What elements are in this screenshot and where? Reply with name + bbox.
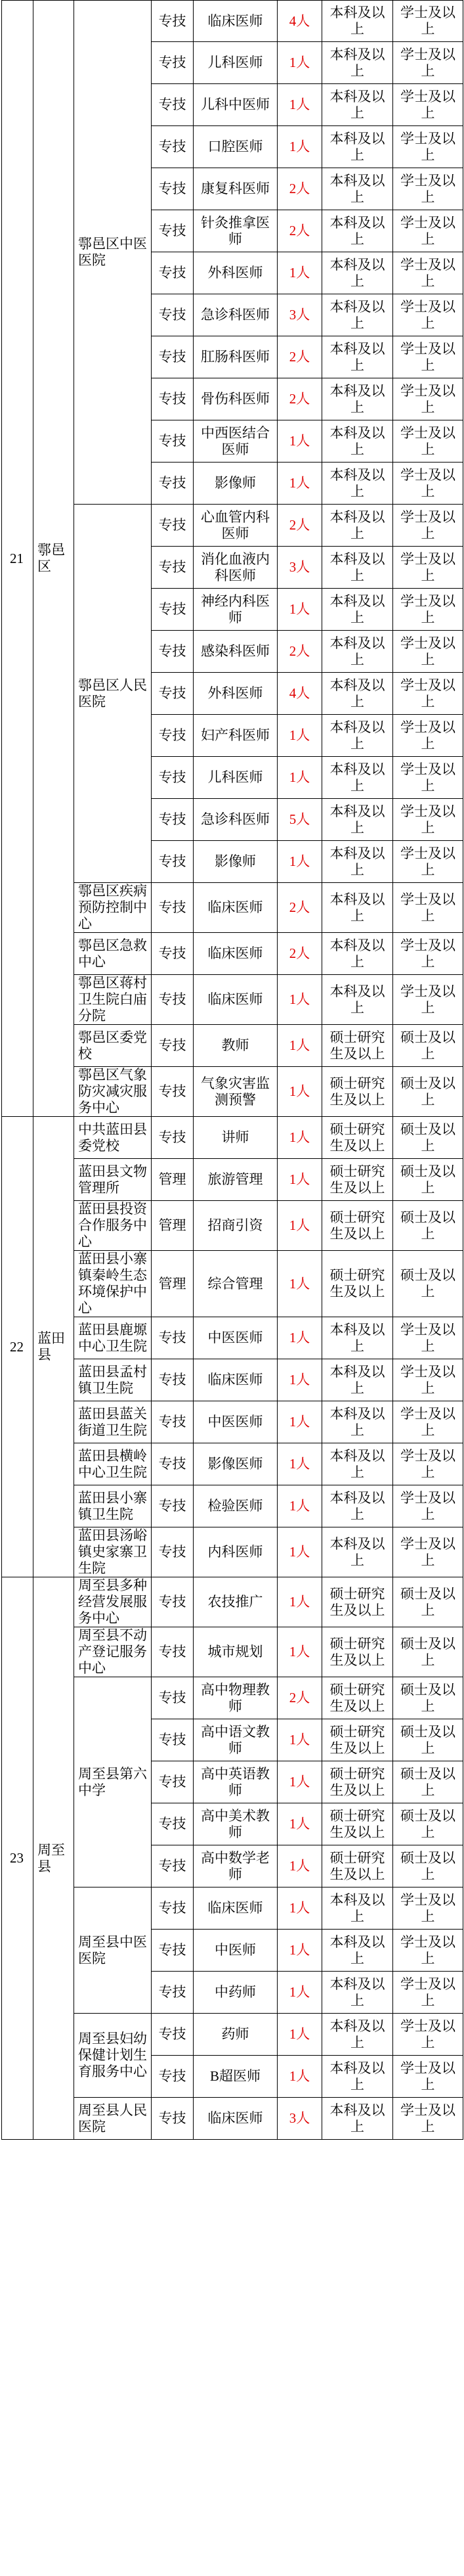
unit-name-cell: 蓝田县文物管理所	[74, 1159, 152, 1201]
post-name-cell: 骨伤科医师	[194, 378, 278, 420]
education-cell: 本科及以上	[322, 1, 393, 42]
unit-name-cell: 鄠邑区中医医院	[74, 1, 152, 505]
count-cell: 2人	[278, 168, 322, 210]
post-name-cell: 心血管内科医师	[194, 505, 278, 547]
education-cell: 本科及以上	[322, 2014, 393, 2056]
count-cell: 1人	[278, 1845, 322, 1887]
post-type-cell: 专技	[152, 589, 194, 631]
post-name-cell: 中医师	[194, 1930, 278, 1972]
education-cell: 本科及以上	[322, 252, 393, 294]
count-cell: 1人	[278, 126, 322, 168]
education-cell: 本科及以上	[322, 673, 393, 715]
count-cell: 5人	[278, 799, 322, 841]
post-name-cell: 儿科医师	[194, 757, 278, 799]
education-cell: 硕士研究生及以上	[322, 1577, 393, 1627]
degree-cell: 学士及以上	[393, 1930, 463, 1972]
education-cell: 本科及以上	[322, 126, 393, 168]
unit-name-cell: 鄠邑区疾病预防控制中心	[74, 883, 152, 933]
education-cell: 本科及以上	[322, 1401, 393, 1443]
education-cell: 硕士研究生及以上	[322, 1677, 393, 1719]
district-cell: 周至县	[33, 1577, 74, 2140]
count-cell: 1人	[278, 757, 322, 799]
degree-cell: 学士及以上	[393, 975, 463, 1025]
post-name-cell: 康复科医师	[194, 168, 278, 210]
post-type-cell: 专技	[152, 1803, 194, 1845]
post-type-cell: 管理	[152, 1159, 194, 1201]
post-name-cell: 急诊科医师	[194, 799, 278, 841]
post-name-cell: 临床医师	[194, 975, 278, 1025]
post-type-cell: 专技	[152, 420, 194, 463]
unit-name-cell: 鄠邑区委党校	[74, 1025, 152, 1067]
post-type-cell: 管理	[152, 1251, 194, 1317]
count-cell: 2人	[278, 505, 322, 547]
degree-cell: 学士及以上	[393, 1485, 463, 1527]
degree-cell: 硕士及以上	[393, 1201, 463, 1251]
count-cell: 2人	[278, 210, 322, 252]
count-cell: 2人	[278, 378, 322, 420]
count-cell: 1人	[278, 1972, 322, 2014]
degree-cell: 学士及以上	[393, 126, 463, 168]
education-cell: 本科及以上	[322, 715, 393, 757]
degree-cell: 学士及以上	[393, 1401, 463, 1443]
education-cell: 本科及以上	[322, 589, 393, 631]
post-name-cell: 中西医结合医师	[194, 420, 278, 463]
post-name-cell: 妇产科医师	[194, 715, 278, 757]
degree-cell: 学士及以上	[393, 715, 463, 757]
degree-cell: 学士及以上	[393, 294, 463, 336]
post-type-cell: 专技	[152, 1443, 194, 1485]
post-type-cell: 专技	[152, 84, 194, 126]
post-name-cell: 外科医师	[194, 252, 278, 294]
unit-name-cell: 周至县第六中学	[74, 1677, 152, 1887]
post-type-cell: 专技	[152, 2056, 194, 2098]
post-type-cell: 专技	[152, 1117, 194, 1159]
count-cell: 1人	[278, 1117, 322, 1159]
degree-cell: 学士及以上	[393, 547, 463, 589]
education-cell: 本科及以上	[322, 1359, 393, 1401]
degree-cell: 硕士及以上	[393, 1067, 463, 1117]
district-cell: 蓝田县	[33, 1117, 74, 1577]
count-cell: 1人	[278, 2014, 322, 2056]
education-cell: 本科及以上	[322, 42, 393, 84]
post-name-cell: 临床医师	[194, 1887, 278, 1930]
district-cell: 鄠邑区	[33, 1, 74, 1117]
count-cell: 1人	[278, 589, 322, 631]
degree-cell: 硕士及以上	[393, 1803, 463, 1845]
post-type-cell: 专技	[152, 463, 194, 505]
post-name-cell: 影像医师	[194, 1443, 278, 1485]
post-type-cell: 专技	[152, 1359, 194, 1401]
post-name-cell: 临床医师	[194, 933, 278, 975]
count-cell: 1人	[278, 1401, 322, 1443]
degree-cell: 学士及以上	[393, 84, 463, 126]
degree-cell: 硕士及以上	[393, 1761, 463, 1803]
education-cell: 本科及以上	[322, 1485, 393, 1527]
degree-cell: 学士及以上	[393, 1972, 463, 2014]
degree-cell: 学士及以上	[393, 420, 463, 463]
post-type-cell: 专技	[152, 757, 194, 799]
post-name-cell: 儿科中医师	[194, 84, 278, 126]
education-cell: 本科及以上	[322, 1317, 393, 1359]
degree-cell: 学士及以上	[393, 1887, 463, 1930]
unit-name-cell: 蓝田县鹿塬中心卫生院	[74, 1317, 152, 1359]
count-cell: 2人	[278, 883, 322, 933]
post-type-cell: 专技	[152, 1401, 194, 1443]
education-cell: 本科及以上	[322, 2098, 393, 2140]
education-cell: 本科及以上	[322, 1527, 393, 1577]
post-type-cell: 专技	[152, 1761, 194, 1803]
count-cell: 1人	[278, 1317, 322, 1359]
post-name-cell: 临床医师	[194, 1, 278, 42]
post-type-cell: 专技	[152, 975, 194, 1025]
education-cell: 本科及以上	[322, 1972, 393, 2014]
education-cell: 硕士研究生及以上	[322, 1117, 393, 1159]
education-cell: 本科及以上	[322, 975, 393, 1025]
count-cell: 1人	[278, 1201, 322, 1251]
unit-name-cell: 蓝田县蓝关街道卫生院	[74, 1401, 152, 1443]
post-type-cell: 专技	[152, 252, 194, 294]
degree-cell: 学士及以上	[393, 673, 463, 715]
unit-name-cell: 蓝田县横岭中心卫生院	[74, 1443, 152, 1485]
degree-cell: 学士及以上	[393, 463, 463, 505]
education-cell: 硕士研究生及以上	[322, 1201, 393, 1251]
post-name-cell: 招商引资	[194, 1201, 278, 1251]
post-name-cell: 高中物理教师	[194, 1677, 278, 1719]
unit-name-cell: 蓝田县孟村镇卫生院	[74, 1359, 152, 1401]
post-type-cell: 专技	[152, 1972, 194, 2014]
education-cell: 硕士研究生及以上	[322, 1067, 393, 1117]
table-row	[2, 1, 463, 42]
post-name-cell: 中医医师	[194, 1401, 278, 1443]
post-name-cell: 外科医师	[194, 673, 278, 715]
post-name-cell: 临床医师	[194, 1359, 278, 1401]
post-type-cell: 专技	[152, 1577, 194, 1627]
count-cell: 1人	[278, 1527, 322, 1577]
post-name-cell: 急诊科医师	[194, 294, 278, 336]
education-cell: 本科及以上	[322, 84, 393, 126]
post-type-cell: 专技	[152, 168, 194, 210]
degree-cell: 硕士及以上	[393, 1719, 463, 1761]
degree-cell: 学士及以上	[393, 168, 463, 210]
count-cell: 2人	[278, 933, 322, 975]
unit-name-cell: 鄠邑区气象防灾减灾服务中心	[74, 1067, 152, 1117]
degree-cell: 学士及以上	[393, 589, 463, 631]
education-cell: 硕士研究生及以上	[322, 1803, 393, 1845]
post-type-cell: 专技	[152, 1887, 194, 1930]
count-cell: 1人	[278, 42, 322, 84]
post-name-cell: 肛肠科医师	[194, 336, 278, 378]
degree-cell: 硕士及以上	[393, 1159, 463, 1201]
education-cell: 硕士研究生及以上	[322, 1025, 393, 1067]
education-cell: 本科及以上	[322, 420, 393, 463]
post-type-cell: 专技	[152, 1, 194, 42]
education-cell: 本科及以上	[322, 505, 393, 547]
post-type-cell: 专技	[152, 1317, 194, 1359]
degree-cell: 硕士及以上	[393, 1251, 463, 1317]
post-name-cell: 口腔医师	[194, 126, 278, 168]
post-name-cell: 中医医师	[194, 1317, 278, 1359]
unit-name-cell: 蓝田县小寨镇卫生院	[74, 1485, 152, 1527]
count-cell: 1人	[278, 1443, 322, 1485]
degree-cell: 学士及以上	[393, 210, 463, 252]
post-name-cell: 药师	[194, 2014, 278, 2056]
post-type-cell: 专技	[152, 883, 194, 933]
table-row	[2, 1577, 463, 1627]
degree-cell: 学士及以上	[393, 1317, 463, 1359]
post-name-cell: 农技推广	[194, 1577, 278, 1627]
education-cell: 本科及以上	[322, 210, 393, 252]
post-name-cell: 临床医师	[194, 883, 278, 933]
degree-cell: 硕士及以上	[393, 1677, 463, 1719]
post-name-cell: 城市规划	[194, 1627, 278, 1677]
count-cell: 1人	[278, 1577, 322, 1627]
post-type-cell: 专技	[152, 336, 194, 378]
post-type-cell: 专技	[152, 1677, 194, 1719]
education-cell: 硕士研究生及以上	[322, 1719, 393, 1761]
count-cell: 1人	[278, 463, 322, 505]
post-type-cell: 专技	[152, 1485, 194, 1527]
post-name-cell: 消化血液内科医师	[194, 547, 278, 589]
degree-cell: 学士及以上	[393, 841, 463, 883]
post-name-cell: 教师	[194, 1025, 278, 1067]
education-cell: 硕士研究生及以上	[322, 1761, 393, 1803]
post-type-cell: 专技	[152, 1930, 194, 1972]
degree-cell: 硕士及以上	[393, 1577, 463, 1627]
post-name-cell: 旅游管理	[194, 1159, 278, 1201]
post-type-cell: 专技	[152, 1067, 194, 1117]
count-cell: 1人	[278, 715, 322, 757]
education-cell: 本科及以上	[322, 841, 393, 883]
post-name-cell: 气象灾害监测预警	[194, 1067, 278, 1117]
degree-cell: 硕士及以上	[393, 1117, 463, 1159]
post-name-cell: 高中英语教师	[194, 1761, 278, 1803]
post-type-cell: 专技	[152, 2014, 194, 2056]
group-number-cell: 22	[2, 1117, 33, 1577]
post-type-cell: 专技	[152, 210, 194, 252]
post-name-cell: 神经内科医师	[194, 589, 278, 631]
education-cell: 本科及以上	[322, 933, 393, 975]
recruitment-table	[1, 0, 463, 2140]
post-name-cell: 临床医师	[194, 2098, 278, 2140]
unit-name-cell: 蓝田县汤峪镇史家寨卫生院	[74, 1527, 152, 1577]
degree-cell: 学士及以上	[393, 1443, 463, 1485]
education-cell: 本科及以上	[322, 1930, 393, 1972]
post-name-cell: B超医师	[194, 2056, 278, 2098]
degree-cell: 学士及以上	[393, 757, 463, 799]
education-cell: 硕士研究生及以上	[322, 1627, 393, 1677]
count-cell: 1人	[278, 1803, 322, 1845]
unit-name-cell: 周至县不动产登记服务中心	[74, 1627, 152, 1677]
education-cell: 硕士研究生及以上	[322, 1251, 393, 1317]
post-type-cell: 专技	[152, 1025, 194, 1067]
degree-cell: 学士及以上	[393, 1359, 463, 1401]
post-type-cell: 专技	[152, 1627, 194, 1677]
group-number-cell: 23	[2, 1577, 33, 2140]
education-cell: 本科及以上	[322, 2056, 393, 2098]
education-cell: 本科及以上	[322, 463, 393, 505]
count-cell: 1人	[278, 84, 322, 126]
count-cell: 2人	[278, 336, 322, 378]
post-type-cell: 管理	[152, 1201, 194, 1251]
count-cell: 1人	[278, 1930, 322, 1972]
post-type-cell: 专技	[152, 715, 194, 757]
post-name-cell: 儿科医师	[194, 42, 278, 84]
degree-cell: 学士及以上	[393, 505, 463, 547]
post-type-cell: 专技	[152, 1719, 194, 1761]
degree-cell: 学士及以上	[393, 2098, 463, 2140]
post-type-cell: 专技	[152, 631, 194, 673]
post-type-cell: 专技	[152, 799, 194, 841]
count-cell: 1人	[278, 1359, 322, 1401]
count-cell: 4人	[278, 673, 322, 715]
unit-name-cell: 鄠邑区人民医院	[74, 505, 152, 883]
degree-cell: 硕士及以上	[393, 1845, 463, 1887]
degree-cell: 学士及以上	[393, 1527, 463, 1577]
education-cell: 本科及以上	[322, 799, 393, 841]
count-cell: 1人	[278, 1887, 322, 1930]
post-type-cell: 专技	[152, 1527, 194, 1577]
degree-cell: 学士及以上	[393, 799, 463, 841]
post-name-cell: 内科医师	[194, 1527, 278, 1577]
post-type-cell: 专技	[152, 933, 194, 975]
degree-cell: 学士及以上	[393, 933, 463, 975]
post-name-cell: 高中美术教师	[194, 1803, 278, 1845]
unit-name-cell: 周至县多种经营发展服务中心	[74, 1577, 152, 1627]
post-name-cell: 高中语文教师	[194, 1719, 278, 1761]
education-cell: 本科及以上	[322, 757, 393, 799]
post-type-cell: 专技	[152, 1845, 194, 1887]
education-cell: 硕士研究生及以上	[322, 1159, 393, 1201]
degree-cell: 学士及以上	[393, 631, 463, 673]
count-cell: 1人	[278, 1251, 322, 1317]
count-cell: 3人	[278, 294, 322, 336]
post-name-cell: 高中数学老师	[194, 1845, 278, 1887]
post-type-cell: 专技	[152, 547, 194, 589]
degree-cell: 学士及以上	[393, 2014, 463, 2056]
post-type-cell: 专技	[152, 841, 194, 883]
education-cell: 本科及以上	[322, 294, 393, 336]
post-name-cell: 检验医师	[194, 1485, 278, 1527]
count-cell: 1人	[278, 1067, 322, 1117]
post-name-cell: 影像师	[194, 841, 278, 883]
post-name-cell: 综合管理	[194, 1251, 278, 1317]
count-cell: 1人	[278, 1719, 322, 1761]
unit-name-cell: 周至县妇幼保健计划生育服务中心	[74, 2014, 152, 2098]
degree-cell: 学士及以上	[393, 378, 463, 420]
degree-cell: 硕士及以上	[393, 1025, 463, 1067]
education-cell: 本科及以上	[322, 631, 393, 673]
post-type-cell: 专技	[152, 126, 194, 168]
count-cell: 1人	[278, 975, 322, 1025]
post-name-cell: 感染科医师	[194, 631, 278, 673]
unit-name-cell: 蓝田县投资合作服务中心	[74, 1201, 152, 1251]
unit-name-cell: 周至县人民医院	[74, 2098, 152, 2140]
education-cell: 本科及以上	[322, 1887, 393, 1930]
group-number-cell: 21	[2, 1, 33, 1117]
count-cell: 1人	[278, 1485, 322, 1527]
count-cell: 1人	[278, 1627, 322, 1677]
education-cell: 本科及以上	[322, 883, 393, 933]
education-cell: 本科及以上	[322, 1443, 393, 1485]
unit-name-cell: 蓝田县小寨镇秦岭生态环境保护中心	[74, 1251, 152, 1317]
unit-name-cell: 周至县中医医院	[74, 1887, 152, 2014]
education-cell: 本科及以上	[322, 336, 393, 378]
unit-name-cell: 中共蓝田县委党校	[74, 1117, 152, 1159]
post-type-cell: 专技	[152, 2098, 194, 2140]
education-cell: 本科及以上	[322, 547, 393, 589]
post-type-cell: 专技	[152, 378, 194, 420]
count-cell: 3人	[278, 2098, 322, 2140]
count-cell: 1人	[278, 841, 322, 883]
degree-cell: 学士及以上	[393, 883, 463, 933]
count-cell: 4人	[278, 1, 322, 42]
table-row	[2, 1117, 463, 1159]
degree-cell: 学士及以上	[393, 336, 463, 378]
post-name-cell: 中药师	[194, 1972, 278, 2014]
post-name-cell: 讲师	[194, 1117, 278, 1159]
post-type-cell: 专技	[152, 42, 194, 84]
count-cell: 2人	[278, 1677, 322, 1719]
post-name-cell: 针灸推拿医师	[194, 210, 278, 252]
degree-cell: 学士及以上	[393, 252, 463, 294]
count-cell: 1人	[278, 252, 322, 294]
post-type-cell: 专技	[152, 505, 194, 547]
education-cell: 硕士研究生及以上	[322, 1845, 393, 1887]
post-type-cell: 专技	[152, 294, 194, 336]
count-cell: 1人	[278, 2056, 322, 2098]
degree-cell: 硕士及以上	[393, 1627, 463, 1677]
unit-name-cell: 鄠邑区蒋村卫生院白庙分院	[74, 975, 152, 1025]
degree-cell: 学士及以上	[393, 1, 463, 42]
post-name-cell: 影像师	[194, 463, 278, 505]
unit-name-cell: 鄠邑区急救中心	[74, 933, 152, 975]
count-cell: 1人	[278, 1159, 322, 1201]
education-cell: 本科及以上	[322, 168, 393, 210]
education-cell: 本科及以上	[322, 378, 393, 420]
count-cell: 2人	[278, 631, 322, 673]
post-type-cell: 专技	[152, 673, 194, 715]
degree-cell: 学士及以上	[393, 42, 463, 84]
count-cell: 1人	[278, 1761, 322, 1803]
degree-cell: 学士及以上	[393, 2056, 463, 2098]
count-cell: 1人	[278, 1025, 322, 1067]
count-cell: 3人	[278, 547, 322, 589]
count-cell: 1人	[278, 420, 322, 463]
